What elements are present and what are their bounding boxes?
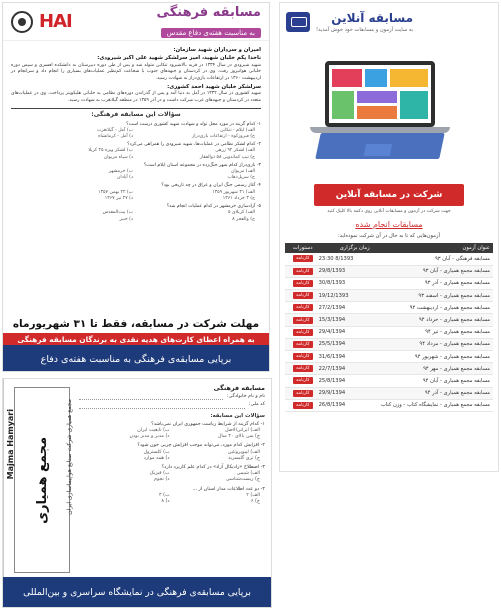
report-card-button[interactable]: کارنامه — [293, 377, 312, 384]
contest-title: مسابقه مجمع همیاری - آبان ۹۴ — [373, 375, 493, 387]
contests-table — [285, 243, 493, 412]
option: ج) فیروزکوه - ارتفاعات بازی‌دراز — [192, 134, 255, 140]
bio-section-heading: امیران و سرداران شهید سازمان: — [173, 47, 261, 53]
contest-title: مسابقه فرهنگی - آبان ۹۳ — [373, 253, 493, 265]
contest-date: 23:30 8/1393 — [316, 253, 373, 265]
table-row — [285, 387, 493, 399]
option: ب) خرمشهر — [108, 169, 133, 175]
option: ب) بیت‌المقدس — [102, 210, 133, 216]
code-field[interactable] — [79, 402, 245, 408]
online-contest-website — [279, 2, 499, 472]
table-row — [285, 363, 493, 375]
option: د) ۲۷ تیر ۱۳۶۷ — [104, 195, 133, 201]
table-row — [285, 375, 493, 387]
option: ج) سن بالای ۴۰ سال — [217, 434, 260, 440]
poster2-caption: برپایی مسابقه‌ی فرهنگی در نمایشگاه سراسری و بین‌المللی — [3, 577, 271, 607]
bio1-name: ناخدا‌ یکم خلبان شهید، امیر سرلشکر شهید علی اکبر شیرودی: — [97, 55, 261, 62]
monitor-logo-icon[interactable] — [286, 12, 310, 32]
option: ب) تابعیت ایران — [137, 428, 170, 434]
emblem-icon — [11, 11, 33, 33]
question-text: ۲- افزایش کدام مورد، می‌تواند موجب افزایش چربی خون شود؟ — [137, 443, 265, 449]
option: د) نجوم — [154, 477, 170, 483]
report-card-button[interactable]: کارنامه — [293, 280, 312, 287]
report-card-button[interactable]: کارنامه — [293, 317, 312, 324]
report-card-button[interactable]: کارنامه — [293, 292, 312, 299]
site-brand-subtitle: به سایت آزمون و مسابقات خود خوش آمدید! — [316, 27, 414, 33]
option: د) آمل - کرمانشاه — [98, 134, 133, 140]
bio2-name: سرلشکر خلبان شهید احمد کشوری: — [167, 84, 261, 91]
option: ج) ۶ — [250, 499, 260, 505]
option: د) آبادان — [117, 175, 133, 181]
question-text: ۴- آغاز رسمی جنگ ایران و عراق در چه تاریخی بود؟ — [161, 183, 261, 189]
contest-title: مسابقه مجمع همیاری - تیر ۹۴ — [373, 326, 493, 338]
option: ب) لشکر ویژه ۲۵ کربلا — [88, 148, 133, 154]
poster-logos — [11, 11, 72, 33]
contest-date: 19/12/1393 — [316, 290, 373, 302]
question-text: ۳- بازی‌دراز کدام شهر جنگ‌زده در مجموعه استان ایلام است؟ — [143, 162, 261, 168]
report-card-button[interactable]: کارنامه — [293, 402, 312, 409]
question-text: ۵- آزادسازی خرمشهر در کدام عملیات انجام شد؟ — [166, 204, 261, 210]
question-text: ۴- دو عدد اطلاعات مدار استان از ... — [192, 486, 265, 492]
contest-date: 29/4/1394 — [316, 326, 373, 338]
code-label: کد ملی: — [248, 402, 265, 408]
questions-title: سؤالات این مسابقه: — [210, 412, 265, 419]
deadline-banner: مهلت شرکت در مسابقه، فقط تا ۳۱ شهریورماه — [12, 318, 260, 330]
report-card-button[interactable]: کارنامه — [293, 268, 312, 275]
exhibition-contest-poster — [2, 378, 272, 608]
option: د) خیبر — [119, 216, 133, 222]
question-item — [11, 142, 261, 161]
option: الف) ایلام - تنکابن — [220, 127, 255, 133]
option: ج) ۳ خرداد ۱۳۶۱ — [222, 195, 255, 201]
contest-date: 31/6/1394 — [316, 351, 373, 363]
band-title: مجمع همیاری — [34, 436, 50, 524]
contest-date: 26/8/1394 — [316, 399, 373, 411]
option: د) سپاه مریوان — [103, 154, 133, 160]
tile — [357, 106, 397, 119]
table-row — [285, 253, 493, 265]
contest-title: مسابقه مجمع همیاری - شهریور ۹۴ — [373, 351, 493, 363]
report-card-button[interactable]: کارنامه — [293, 353, 312, 360]
option: د) همه موارد — [143, 455, 170, 461]
contest-title: مسابقه مجمع همیاری - مهر ۹۴ — [373, 363, 493, 375]
poster-badge: به مناسبت هفته‌ی دفاع مقدس — [161, 28, 261, 38]
question-item — [79, 443, 265, 462]
table-row — [285, 290, 493, 302]
contest-title: مسابقه مجمع همیاری - آذر ۹۴ — [373, 387, 493, 399]
table-row — [285, 338, 493, 350]
contest-date: 15/3/1394 — [316, 314, 373, 326]
option: الف) شیمی — [236, 471, 260, 477]
held-contests-subtitle: آزمون‌هایی که تا به حال در آن شرکت نموده‌اید: — [338, 233, 440, 239]
question-item — [11, 183, 261, 202]
contest-title: مسابقه مجمع همیاری - آذر ۹۳ — [373, 277, 493, 289]
question-item — [79, 487, 265, 506]
contest-title: مسابقه مجمع همیاری - آبان ۹۳ — [373, 265, 493, 277]
option: الف) لشکر ۹۲ زرهی — [215, 148, 255, 154]
question-text: ۱- کدام گزینه از شرایط ریاست جمهوری ایران نمی‌باشد؟ — [151, 421, 265, 427]
poster-title: مسابقه فرهنگی — [156, 4, 261, 20]
col-title-header: عنوان آزمون — [373, 243, 493, 253]
held-contests-link[interactable]: مسابقات انجام شده — [355, 220, 423, 229]
option: الف) لیپوپروتئین — [227, 449, 260, 455]
name-field[interactable] — [79, 394, 223, 400]
site-brand-name[interactable]: مسابقه آنلاین — [331, 11, 414, 25]
report-card-button[interactable]: کارنامه — [293, 329, 312, 336]
poster1-caption: برپایی مسابقه‌ی فرهنگی به مناسبت هفته‌ی دفاع — [3, 345, 269, 372]
table-header-row — [285, 243, 493, 253]
tile — [332, 69, 362, 87]
tile — [365, 69, 387, 87]
contest-date: 25/8/1394 — [316, 375, 373, 387]
option: ب) کلسترول — [143, 449, 170, 455]
option: ب) فیزیک — [149, 471, 170, 477]
option: الف) ۳۱ شهریور ۱۳۵۹ — [212, 189, 255, 195]
contest-date: 29/9/1394 — [316, 387, 373, 399]
option: الف) ایرانی‌الاصل — [225, 428, 260, 434]
question-item — [11, 122, 261, 141]
option: د) مدیر و مدبر بودن — [129, 434, 170, 440]
report-card-button[interactable]: کارنامه — [293, 341, 312, 348]
option: ج) زیست‌شناسی — [225, 477, 260, 483]
question-text: ۱- کدام گزینه در مورد محل تولد و شهادت شهید کشوری درست است؟ — [126, 121, 261, 127]
option: د) ۸ — [161, 499, 170, 505]
table-row — [285, 314, 493, 326]
option: الف) مریوان — [231, 169, 255, 175]
side-band — [3, 379, 77, 579]
cultural-contest-poster — [2, 2, 270, 372]
contest-date: 27/2/1394 — [316, 302, 373, 314]
question-item — [11, 163, 261, 182]
table-row — [285, 326, 493, 338]
tile — [332, 91, 354, 119]
laptop-icon — [325, 61, 435, 127]
prize-banner: به همراه اعطای کارت‌های هدیه نقدی به برندگان مسابقه فرهنگی — [3, 333, 269, 345]
poster-body — [3, 41, 269, 223]
contest-title: مسابقه مجمع همیاری - مرداد ۹۴ — [373, 338, 493, 350]
report-card-button[interactable]: کارنامه — [293, 365, 312, 372]
contest-date: 29/8/1393 — [316, 265, 373, 277]
table-row — [285, 302, 493, 314]
contest-title: مسابقه مجمع همیاری - اسفند ۹۳ — [373, 290, 493, 302]
contest-title: مسابقه مجمع همیاری - خرداد ۹۴ — [373, 314, 493, 326]
tile — [390, 69, 428, 87]
bio1-text: شهید شیرودی در سال ۱۳۳۴ در قریه بالاشیرود تنکابن متولد شد و پس از طی دوره دبیرستان به دانشکده افسری و سپس دوره خلبانی هوانیروز رفت. وی در کردستان و جبهه‌های جنوب با شجاعت کم‌نظیر عملیات‌های بسیاری را انجام داد و سرانجام در اردیبهشت ۱۳۶۰ در ارتفاعات بازی‌دراز به شهادت رسید. — [11, 62, 261, 81]
table-row — [285, 265, 493, 277]
report-card-button[interactable]: کارنامه — [293, 304, 312, 311]
poster-header — [3, 3, 269, 41]
question-text: ۳- اصطلاح «رادیکال آزاد» در کدام علم کاربرد دارد؟ — [161, 465, 265, 471]
contest-title: مسابقه مجمع همیاری - نمایشگاه کتاب - وزن کتاب — [373, 399, 493, 411]
option: الف) ۲ — [246, 492, 260, 498]
divider — [11, 108, 261, 109]
option: ج) سرپل‌ذهاب — [227, 175, 255, 181]
form-title: مسابقه فرهنگی — [213, 384, 265, 392]
report-card-button[interactable]: کارنامه — [293, 255, 312, 262]
table-row — [285, 351, 493, 363]
touchpad-icon — [364, 144, 393, 156]
questions-title: سؤالات این مسابقه فرهنگی: — [91, 111, 181, 119]
col-actions-header: دستورات — [285, 243, 316, 253]
contest-date: 22/7/1394 — [316, 363, 373, 375]
option: ب) آمل - گیلانغرب — [96, 127, 133, 133]
band-subtitle: مجمع همیاری شرکت صنایع هواپیماسازی ایران — [66, 399, 73, 515]
option: ج) والفجر ۸ — [232, 216, 255, 222]
question-text: ۲- کدام لشکر نظامی در عملیات‌ها، شهید شیرودی را همراهی می‌کرد؟ — [127, 142, 261, 148]
tile — [357, 91, 397, 103]
report-card-button[interactable]: کارنامه — [293, 390, 312, 397]
option: ج) تیپ کماندویی ۵۸ ذوالفقار — [199, 154, 255, 160]
contest-form — [79, 385, 265, 579]
bio2-text: شهید کشوری در سال ۱۳۳۲ در آمل به دنیا آمد و پس از گذراندن دوره‌های نظامی به خلبانی هلیکوپتر پرداخت. وی در عملیات‌های متعدد در کردستان و جبهه‌های غرب شرکت داشت و در آذر ۱۳۵۹ در منطقه گیلانغرب به شهادت رسید. — [11, 91, 261, 103]
table-row — [285, 399, 493, 411]
site-header — [280, 3, 498, 41]
band-latin: Majma Hamyari — [6, 409, 15, 480]
join-online-contest-button[interactable]: شرکت در مسابقه آنلاین — [314, 184, 464, 206]
hero-laptop-illustration — [280, 41, 498, 176]
contest-date: 25/5/1394 — [316, 338, 373, 350]
table-body — [285, 253, 493, 411]
question-item — [11, 204, 261, 223]
contest-title: مسابقه مجمع همیاری - اردیبهشت ۹۴ — [373, 302, 493, 314]
contest-date: 30/8/1393 — [316, 277, 373, 289]
option: ج) تری گلیسرید — [228, 455, 260, 461]
hai-logo: HAI — [39, 11, 72, 32]
table-row — [285, 277, 493, 289]
option: الف) کربلای ۵ — [228, 210, 255, 216]
col-date-header: زمان برگزاری — [316, 243, 373, 253]
join-description: جهت شرکت در آزمون و مسابقات آنلاین روی دکمه بالا کلیک کنید — [327, 209, 451, 214]
question-item — [79, 465, 265, 484]
name-label: نام و نام خانوادگی: — [226, 394, 265, 400]
option: ب) ۴ — [159, 492, 170, 498]
question-item — [79, 422, 265, 441]
option: ب) ۲۲ بهمن ۱۳۵۷ — [98, 189, 133, 195]
tile — [400, 91, 428, 119]
